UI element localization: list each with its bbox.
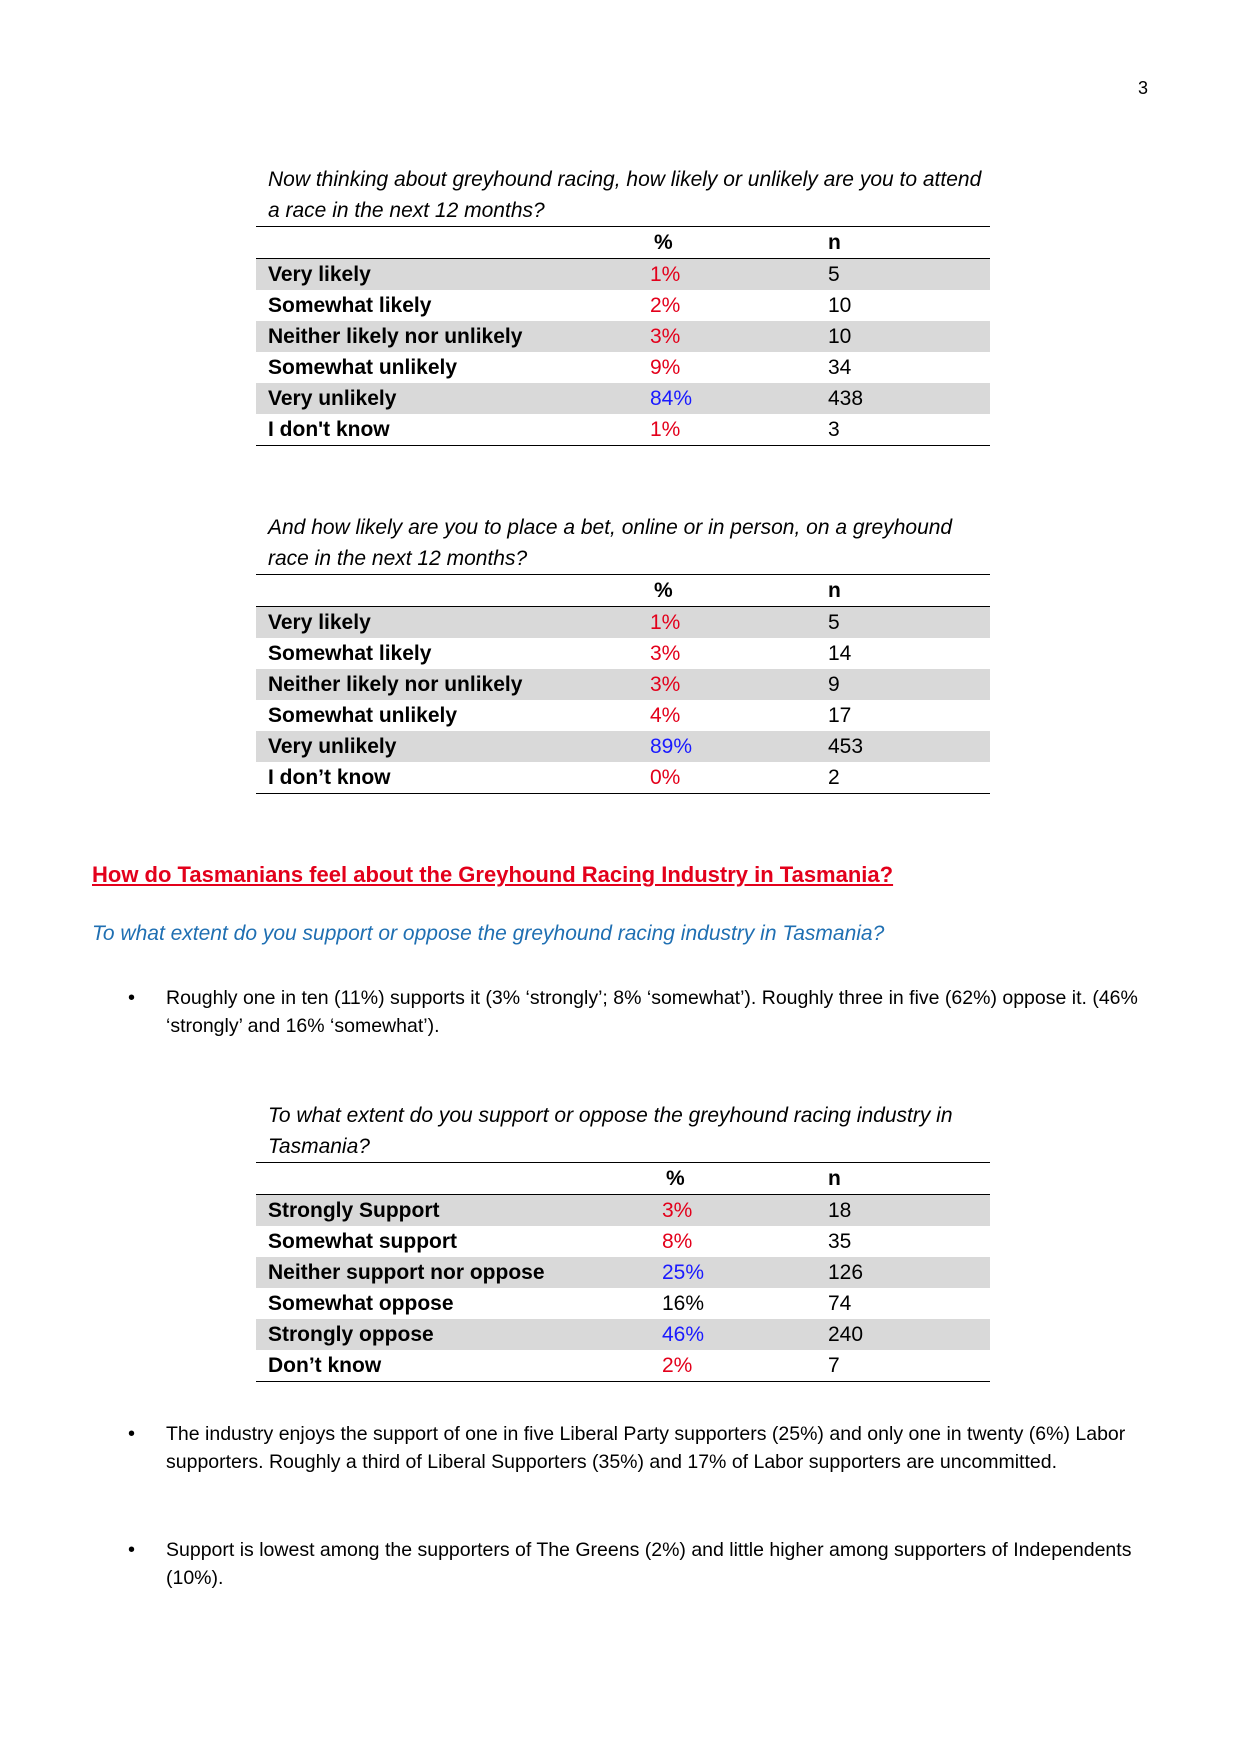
table-row: [256, 352, 990, 383]
row-label: Neither likely nor unlikely: [256, 669, 650, 700]
table-row: [256, 383, 990, 414]
row-n: 35: [828, 1230, 852, 1253]
table-row: [256, 607, 990, 639]
row-n: 438: [828, 383, 990, 414]
table-caption: Now thinking about greyhound racing, how likely or unlikely are you to attend a race in the next 12 months?: [268, 168, 982, 222]
row-pct: 2%: [650, 1350, 828, 1382]
row-n: 453: [828, 731, 990, 762]
bullet-item: [128, 1536, 1158, 1592]
row-label: Somewhat oppose: [268, 1292, 454, 1315]
row-pct: 2%: [650, 294, 681, 317]
row-n: 14: [828, 642, 852, 665]
place-bet-table: [256, 512, 990, 794]
row-label: Somewhat unlikely: [268, 704, 458, 727]
n-column-header: n: [828, 227, 990, 259]
table-row: [256, 762, 990, 794]
bullet-icon: •: [128, 987, 136, 1009]
row-label: I don’t know: [256, 762, 650, 794]
row-label: Strongly oppose: [256, 1319, 650, 1350]
row-label: Don’t know: [256, 1350, 650, 1382]
row-n: 74: [828, 1292, 852, 1315]
row-pct: 84%: [650, 383, 828, 414]
row-pct: 1%: [650, 607, 828, 639]
row-n: 3: [828, 414, 990, 446]
table-row: [256, 1319, 990, 1350]
table-row: [256, 638, 990, 669]
row-pct: 4%: [650, 704, 681, 727]
row-pct: 3%: [650, 669, 828, 700]
row-label: Somewhat likely: [268, 294, 432, 317]
row-label: Very unlikely: [256, 731, 650, 762]
row-label: Neither support nor oppose: [256, 1257, 650, 1288]
n-column-header: n: [828, 575, 990, 607]
survey-table: [256, 574, 990, 794]
row-n: 17: [828, 704, 852, 727]
row-n: 2: [828, 762, 990, 794]
row-pct: 8%: [662, 1230, 693, 1253]
row-n: 34: [828, 356, 852, 379]
row-pct: 3%: [650, 1195, 828, 1227]
bullet-item: [128, 984, 1158, 1040]
pct-column-header: %: [666, 1167, 685, 1190]
table-row: [256, 1195, 990, 1227]
row-label: Very unlikely: [256, 383, 650, 414]
row-pct: 3%: [650, 321, 828, 352]
row-n: 5: [828, 607, 990, 639]
table-caption: And how likely are you to place a bet, online or in person, on a greyhound race in the next 12 months?: [268, 516, 953, 570]
row-pct: 0%: [650, 762, 828, 794]
row-label: I don't know: [256, 414, 650, 446]
pct-column-header: %: [654, 579, 673, 602]
survey-table: [256, 226, 990, 446]
row-label: Somewhat unlikely: [268, 356, 458, 379]
row-label: Very likely: [256, 607, 650, 639]
table-row: [256, 414, 990, 446]
table-row: [256, 700, 990, 731]
row-n: 7: [828, 1350, 990, 1382]
row-n: 5: [828, 259, 990, 291]
n-column-header: n: [828, 1163, 990, 1195]
row-n: 9: [828, 669, 990, 700]
row-pct: 9%: [650, 356, 681, 379]
table-row: [256, 1288, 990, 1319]
table-row: [256, 259, 990, 291]
support-oppose-table: [256, 1100, 990, 1382]
table-row: [256, 669, 990, 700]
row-n: 10: [828, 294, 852, 317]
table-header-row: [256, 575, 990, 607]
row-n: 126: [828, 1257, 990, 1288]
table-header-row: [256, 227, 990, 259]
table-row: [256, 290, 990, 321]
table-row: [256, 1350, 990, 1382]
row-pct: 16%: [662, 1292, 705, 1315]
question-subheading: To what extent do you support or oppose the greyhound racing industry in Tasmania?: [92, 922, 885, 945]
table-header-row: [256, 1163, 990, 1195]
bullet-icon: •: [128, 1539, 136, 1561]
row-n: 18: [828, 1195, 990, 1227]
row-pct: 1%: [650, 259, 828, 291]
row-label: Very likely: [256, 259, 650, 291]
row-pct: 89%: [650, 731, 828, 762]
table-row: [256, 731, 990, 762]
row-label: Somewhat support: [268, 1230, 458, 1253]
bullet-text: Support is lowest among the supporters of The Greens (2%) and little higher among supporters of Independents (10%).: [166, 1539, 1132, 1589]
bullet-icon: •: [128, 1423, 136, 1445]
bullet-text: The industry enjoys the support of one in five Liberal Party supporters (25%) and only one in twenty (6%) Labor supporters. Roughly a third of Liberal Supporters (35%) and 17% of Labor supporters are uncommitted.: [166, 1423, 1126, 1473]
table-row: [256, 321, 990, 352]
row-n: 10: [828, 321, 990, 352]
row-n: 240: [828, 1319, 990, 1350]
page-number: 3: [1138, 78, 1149, 98]
row-label: Neither likely nor unlikely: [256, 321, 650, 352]
survey-table: [256, 1162, 990, 1382]
attend-race-table: [256, 164, 990, 446]
row-label: Strongly Support: [256, 1195, 650, 1227]
row-pct: 25%: [650, 1257, 828, 1288]
section-heading: How do Tasmanians feel about the Greyhound Racing Industry in Tasmania?: [92, 862, 894, 887]
table-row: [256, 1226, 990, 1257]
pct-column-header: %: [654, 231, 673, 254]
bullet-item: [128, 1420, 1158, 1476]
row-label: Somewhat likely: [268, 642, 432, 665]
row-pct: 46%: [650, 1319, 828, 1350]
table-row: [256, 1257, 990, 1288]
row-pct: 1%: [650, 414, 828, 446]
bullet-text: Roughly one in ten (11%) supports it (3% ‘strongly’; 8% ‘somewhat’). Roughly three in five (62%) oppose it. (46% ‘strongly’ and 16% ‘somewhat’).: [166, 987, 1138, 1037]
row-pct: 3%: [650, 642, 681, 665]
table-caption: To what extent do you support or oppose the greyhound racing industry in Tasmania?: [268, 1104, 953, 1158]
